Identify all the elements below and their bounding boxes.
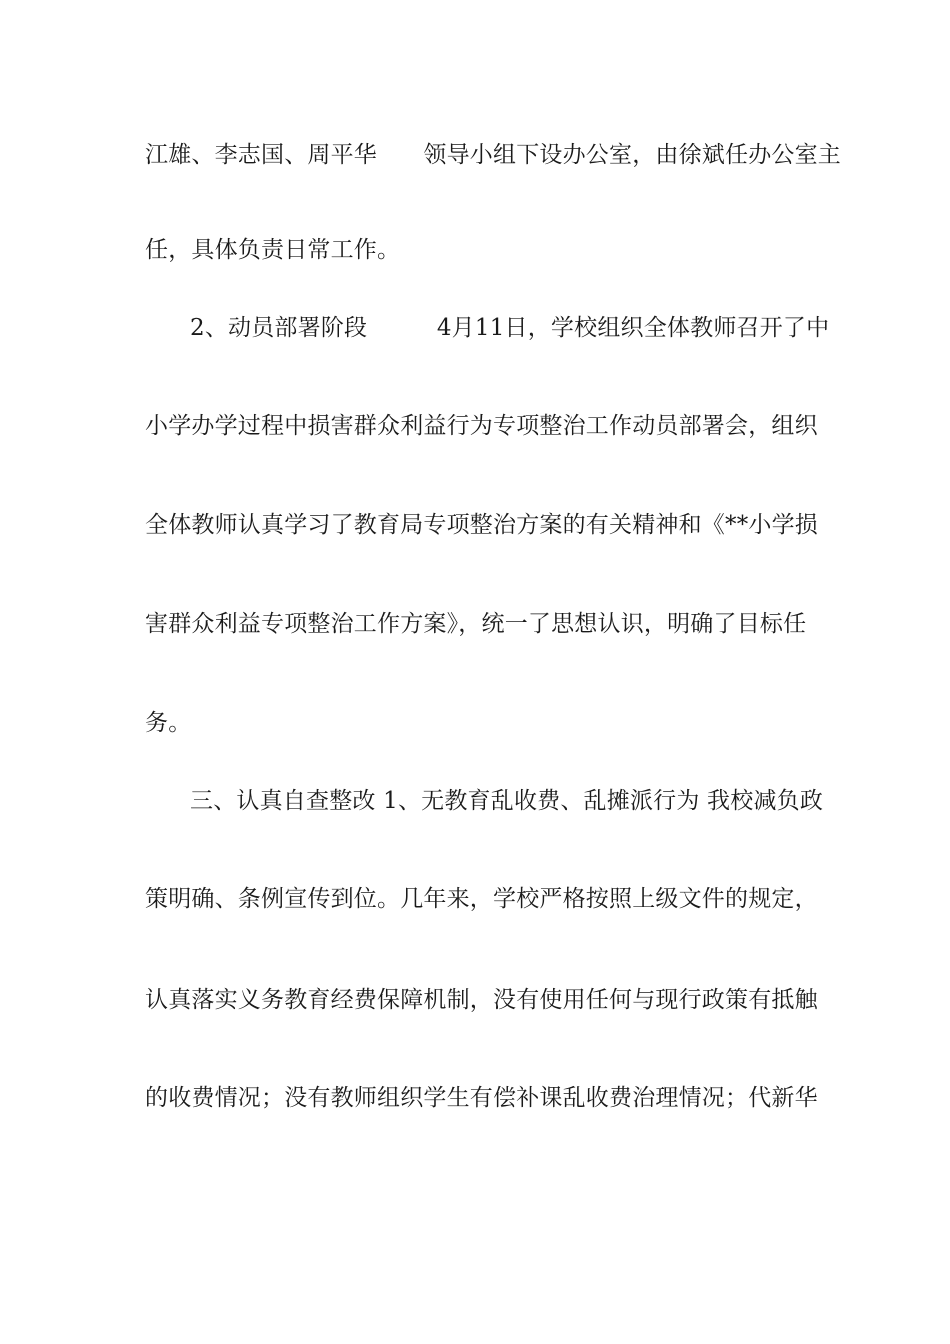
text-line: 害群众利益专项整治工作方案》，统一了思想认识，明确了目标任	[145, 611, 807, 637]
text-line: 小学办学过程中损害群众利益行为专项整治工作动员部署会，组织	[145, 413, 818, 439]
text-line: 全体教师认真学习了教育局专项整治方案的有关精神和《**小学损	[145, 512, 818, 538]
text-line: 务。	[145, 710, 192, 736]
text-line: 2、动员部署阶段 4月11日，学校组织全体教师召开了中	[190, 315, 830, 341]
text-line: 三、认真自查整改 1、无教育乱收费、乱摊派行为 我校减负政	[190, 788, 824, 814]
text-line: 江雄、李志国、周平华 领导小组下设办公室，由徐斌任办公室主	[145, 142, 841, 168]
text-line: 策明确、条例宣传到位。几年来，学校严格按照上级文件的规定，	[145, 886, 818, 912]
text-line: 认真落实义务教育经费保障机制，没有使用任何与现行政策有抵触	[145, 987, 818, 1013]
text-line: 任，具体负责日常工作。	[145, 237, 401, 263]
text-line: 的收费情况；没有教师组织学生有偿补课乱收费治理情况；代新华	[145, 1085, 818, 1111]
